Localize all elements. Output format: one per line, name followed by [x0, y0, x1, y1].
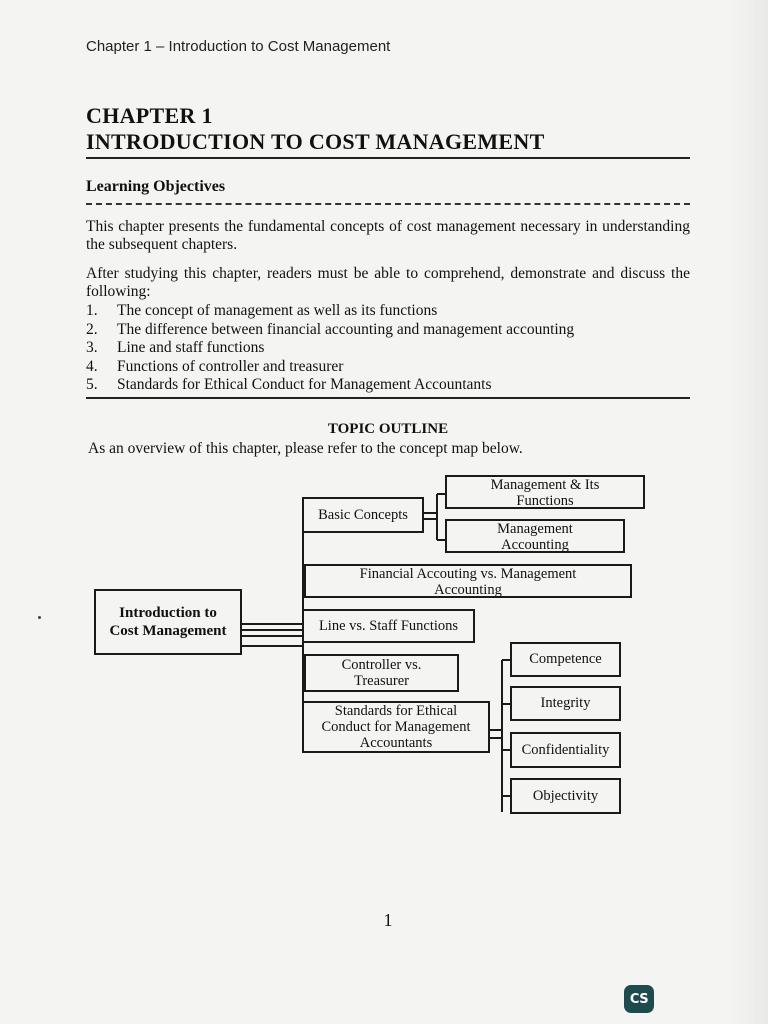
objectives-lead-in: After studying this chapter, readers must be able to comprehend, demonstrate and discuss the following: [86, 265, 690, 300]
concept-controller-treasurer: Controller vs. Treasurer [341, 657, 422, 689]
scanner-badge-icon: CS [624, 985, 654, 1013]
running-header: Chapter 1 – Introduction to Cost Management [86, 38, 391, 55]
concept-basic-concepts: Basic Concepts [318, 507, 408, 523]
list-item: 5. Standards for Ethical Conduct for Management Accountants [86, 376, 492, 393]
concept-line-staff: Line vs. Staff Functions [318, 618, 459, 634]
concept-objectivity: Objectivity [532, 788, 599, 804]
concept-competence: Competence [529, 651, 602, 667]
concept-integrity: Integrity [540, 695, 591, 711]
concept-financial-vs-management: Financial Accouting vs. Management Accounting [359, 566, 577, 598]
concept-management-functions: Management & Its Functions [490, 477, 600, 509]
concept-root: Introduction to Cost Management [109, 605, 227, 639]
objectives-intro: This chapter presents the fundamental concepts of cost management necessary in understanding the subsequent chapters. [86, 218, 690, 253]
learning-objectives-heading: Learning Objectives [86, 178, 226, 195]
page-number: 1 [383, 910, 393, 930]
list-item: 4. Functions of controller and treasurer [86, 357, 344, 375]
stray-mark [38, 616, 41, 619]
topic-outline-heading: TOPIC OUTLINE [327, 421, 449, 437]
list-item: 2. The difference between financial accounting and management accounting [86, 320, 575, 338]
list-item: 3. Line and staff functions [86, 339, 265, 356]
list-item: 1. The concept of management as well as its functions [86, 302, 438, 319]
concept-confidentiality: Confidentiality [521, 742, 610, 758]
chapter-number: CHAPTER 1 [86, 103, 213, 128]
concept-management-accounting: Management Accounting [497, 521, 573, 553]
chapter-title: INTRODUCTION TO COST MANAGEMENT [86, 129, 545, 154]
concept-standards: Standards for Ethical Conduct for Management Accountants [321, 703, 471, 751]
topic-outline-intro: As an overview of this chapter, please refer to the concept map below. [88, 440, 523, 457]
